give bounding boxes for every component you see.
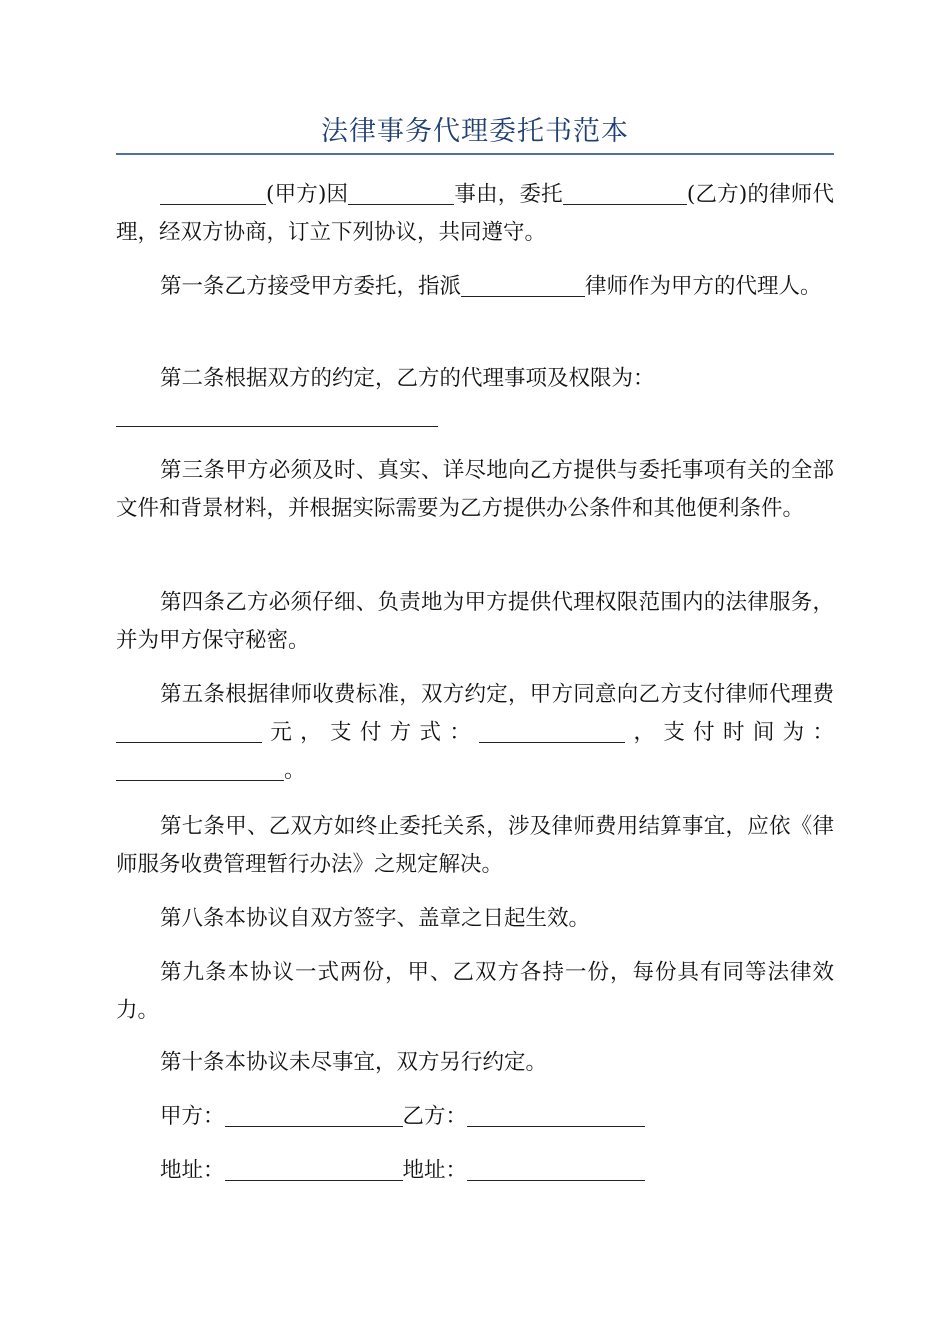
intro-paragraph [116,176,834,252]
article-1-after: 律师作为甲方的代理人。 [585,274,822,299]
article-5 [116,676,834,790]
scope-blank [116,400,438,427]
address-a-label: 地址： [160,1158,225,1183]
party-a-signature-blank [225,1100,403,1127]
article-1-before: 第一条乙方接受甲方委托，指派 [160,274,462,299]
signature-parties [116,1098,834,1136]
fee-blank [116,716,262,743]
article-2: 第二条根据双方的约定，乙方的代理事项及权限为： [160,366,655,391]
article-7: 第七条甲、乙双方如终止委托关系，涉及律师费用结算事宜，应依《律师服务收费管理暂行办法》之规定解决。 [116,814,834,877]
article-5-end: 。 [284,758,306,783]
document-title: 法律事务代理委托书范本 [321,116,629,147]
article-5-part1: 第五条根据律师收费标准，双方约定，甲方同意向乙方支付律师代理费 [160,682,834,707]
party-a-label: 甲方： [160,1104,225,1129]
payment-method-blank [479,716,625,743]
intro-party-a: (甲方)因 [266,182,349,207]
party-a-blank [160,178,266,205]
intro-matter: 事由，委托 [454,182,563,207]
article-8: 第八条本协议自双方签字、盖章之日起生效。 [160,906,591,931]
article-3: 第三条甲方必须及时、真实、详尽地向乙方提供与委托事项有关的全部文件和背景材料，并根据实际需要为乙方提供办公条件和其他便利条件。 [116,458,834,521]
signature-addresses [116,1152,834,1190]
party-b-blank [563,178,687,205]
article-1 [116,268,834,306]
article-9: 第九条本协议一式两份，甲、乙双方各持一份，每份具有同等法律效力。 [116,960,834,1023]
title-underline [116,153,834,155]
intro-party-b: (乙方)的律师代理，经双方协商，订立下列协议，共同遵守。 [116,182,834,245]
party-b-signature-blank [467,1100,645,1127]
payment-time-blank [116,754,284,781]
address-a-blank [225,1154,403,1181]
article-4: 第四条乙方必须仔细、负责地为甲方提供代理权限范围内的法律服务，并为甲方保守秘密。 [116,590,834,653]
article-5-part2: 元，支付方式： [262,720,480,745]
article-2-blank-line [116,400,438,426]
article-5-part3: ，支付时间为： [625,720,834,745]
article-10: 第十条本协议未尽事宜，双方另行约定。 [160,1050,548,1075]
party-b-label: 乙方： [402,1104,468,1129]
matter-blank [348,178,454,205]
lawyer-name-blank [461,270,585,297]
address-b-label: 地址： [402,1158,468,1183]
address-b-blank [467,1154,645,1181]
